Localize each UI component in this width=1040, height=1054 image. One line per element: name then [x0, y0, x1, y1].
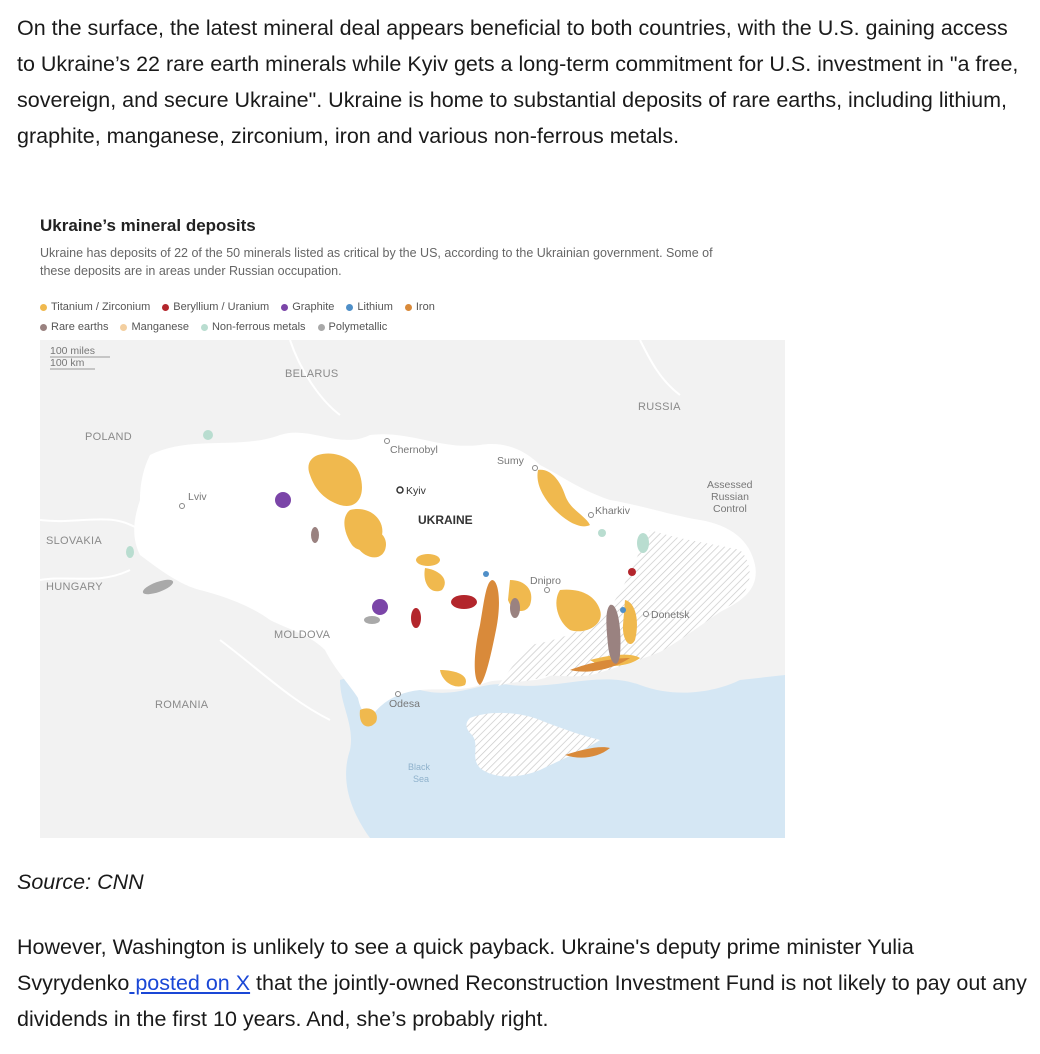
legend-item-graphite: [281, 301, 334, 313]
city-lviv: Lviv: [188, 491, 207, 503]
city-donetsk: Donetsk: [651, 609, 690, 621]
legend-label: Titanium / Zirconium: [51, 301, 151, 313]
legend-label: Graphite: [292, 301, 335, 313]
city-kyiv: Kyiv: [406, 485, 426, 497]
legend-item-manganese: [120, 321, 189, 333]
mineral-deposits-figure: [40, 210, 785, 838]
legend-dot: [281, 304, 288, 311]
legend-item-rare-earths: [40, 321, 108, 333]
city-marker-sumy: [533, 466, 538, 471]
city-marker-chernobyl: [385, 439, 390, 444]
scale-km: 100 km: [50, 357, 85, 369]
legend-label: Polymetallic: [328, 321, 388, 333]
label-assessed-2: Russian: [711, 491, 749, 503]
label-black-sea-2: Sea: [413, 774, 430, 784]
city-marker-kyiv: [397, 487, 403, 493]
legend-item-beryllium-uranium: [162, 301, 269, 313]
legend-item-non-ferrous: [201, 321, 306, 333]
legend-dot: [346, 304, 353, 311]
deposit-graphite-1: [275, 492, 291, 508]
city-sumy: Sumy: [497, 455, 524, 467]
scale-miles: 100 miles: [50, 345, 95, 357]
legend-dot: [40, 324, 47, 331]
article-paragraph-2: [17, 929, 1027, 1037]
legend-label: Non-ferrous metals: [211, 321, 306, 333]
legend-dot: [318, 324, 325, 331]
legend-label: Manganese: [131, 321, 189, 333]
paragraph-2-text-end: that the jointly-owned Reconstruction Investment Fund is not likely to pay out any dividends in the first 10 years. And, she’s probably right.: [17, 971, 1027, 1031]
label-romania: ROMANIA: [155, 699, 209, 711]
deposit-beryllium-2: [411, 608, 421, 628]
label-slovakia: SLOVAKIA: [46, 535, 102, 547]
deposit-nonferrous-4: [598, 529, 606, 537]
legend-label: Lithium: [357, 301, 393, 313]
legend-dot: [162, 304, 169, 311]
label-hungary: HUNGARY: [46, 581, 103, 593]
city-marker-odesa: [396, 692, 401, 697]
label-poland: POLAND: [85, 431, 133, 443]
city-marker-donetsk: [644, 612, 649, 617]
figure-title: Ukraine’s mineral deposits: [40, 216, 256, 235]
deposit-beryllium-1: [451, 595, 477, 609]
deposit-rare-earths-3: [510, 598, 520, 618]
legend-row-1: [40, 301, 439, 313]
legend-item-iron: [405, 301, 435, 313]
legend-row-2: [40, 321, 391, 333]
deposit-nonferrous-1: [203, 430, 213, 440]
city-kharkiv: Kharkiv: [595, 505, 631, 517]
legend-label: Iron: [415, 301, 435, 313]
deposit-nonferrous-2: [637, 533, 649, 553]
label-assessed-1: Assessed: [707, 479, 753, 491]
article-paragraph-1: On the surface, the latest mineral deal appears beneficial to both countries, with the U.S. gaining access to Ukraine’s 22 rare earth minerals while Kyiv gets a long-term commitment for U.S. investment in "a free, sovereign, and secure Ukraine". Ukraine is home to substantial deposits of rare earths, including lithium, graphite, manganese, zirconium, iron and various non-ferrous metals.: [17, 16, 1019, 148]
legend-label: Rare earths: [51, 321, 109, 333]
label-black-sea-1: Black: [408, 762, 431, 772]
deposit-lithium-2: [620, 607, 626, 613]
city-marker-kharkiv: [589, 513, 594, 518]
legend-item-polymetallic: [318, 321, 388, 333]
posted-on-x-link[interactable]: posted on X: [129, 971, 251, 995]
paragraph-2-text-start: However, Washington is unlikely to see a quick payback. Ukraine's deputy prime minister Yulia Svyrydenko: [17, 935, 914, 995]
deposit-rare-earths-2: [311, 527, 319, 543]
deposit-graphite-2: [372, 599, 388, 615]
deposit-lithium-1: [483, 571, 489, 577]
city-chernobyl: Chernobyl: [390, 444, 438, 456]
city-odesa: Odesa: [389, 698, 420, 710]
legend-label: Beryllium / Uranium: [173, 301, 270, 313]
label-moldova: MOLDOVA: [274, 629, 331, 641]
figure-subtitle: Ukraine has deposits of 22 of the 50 minerals listed as critical by the US, according to the Ukrainian government. Some of these deposits are in areas under Russian occupation.: [40, 246, 713, 278]
deposit-titanium-4: [416, 554, 440, 566]
city-marker-dnipro: [545, 588, 550, 593]
deposit-beryllium-3: [628, 568, 636, 576]
label-ukraine: UKRAINE: [418, 513, 473, 527]
legend-item-lithium: [346, 301, 392, 313]
deposit-polymetallic-2: [364, 616, 380, 624]
figure-caption: Source: CNN: [17, 870, 144, 894]
city-marker-lviv: [180, 504, 185, 509]
legend-dot: [201, 324, 208, 331]
city-dnipro: Dnipro: [530, 575, 561, 587]
deposit-nonferrous-3: [126, 546, 134, 558]
legend-dot: [40, 304, 47, 311]
legend-item-titanium-zirconium: [40, 301, 150, 313]
label-assessed-3: Control: [713, 503, 747, 515]
legend-dot: [120, 324, 127, 331]
ukraine-map: [40, 340, 785, 838]
label-russia: RUSSIA: [638, 401, 681, 413]
legend-dot: [405, 304, 412, 311]
label-belarus: BELARUS: [285, 368, 339, 380]
